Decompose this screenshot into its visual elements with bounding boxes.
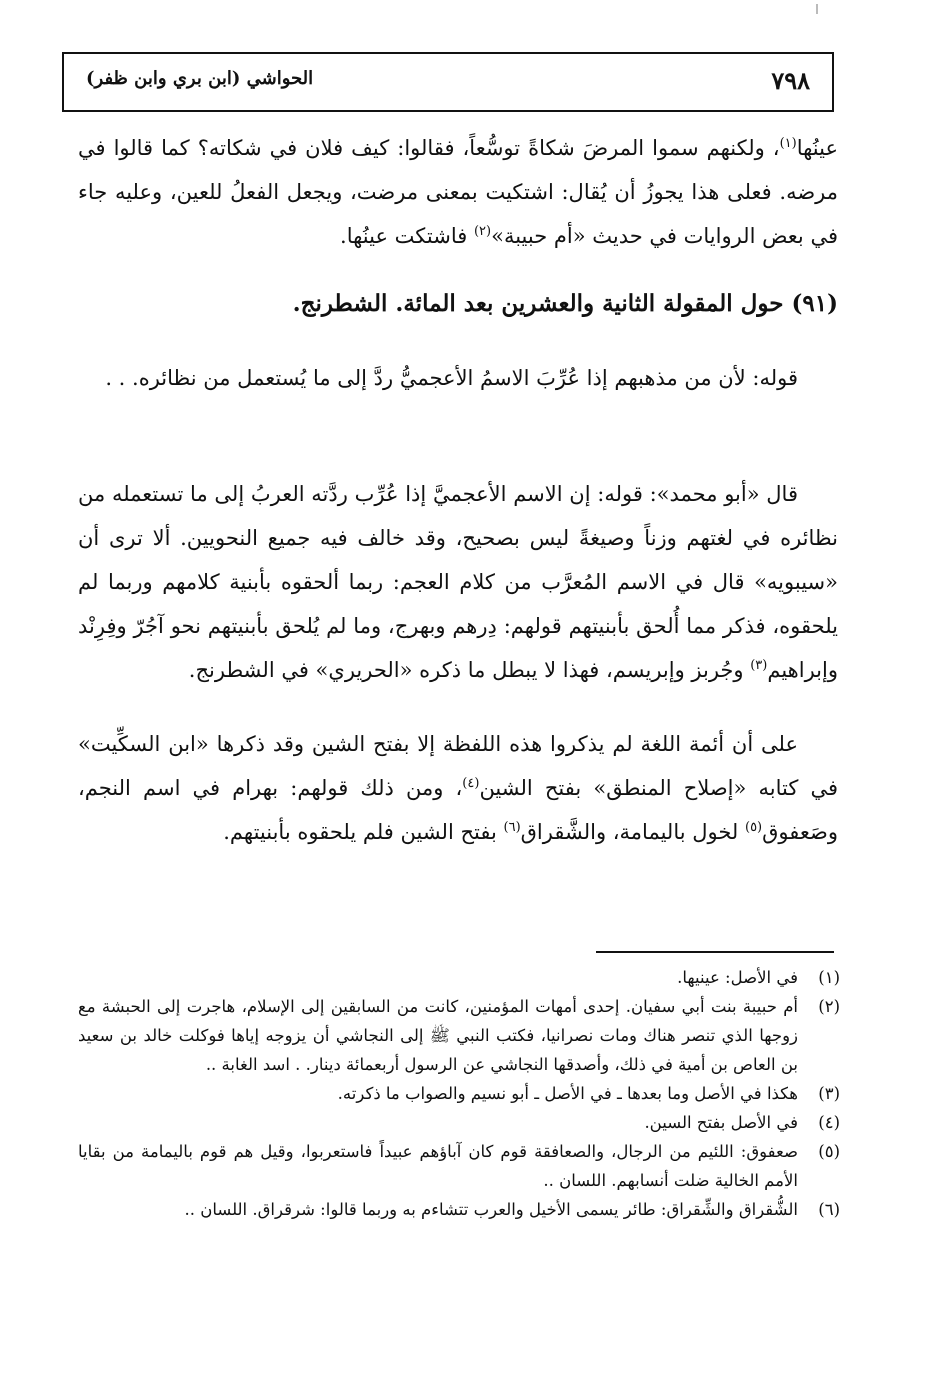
paragraph-1-text-b: ، ولكنهم سموا المرضَ شكاةً توسُّعاً، فقالوا: كيف فلان في شكاته؟ كما قالوا في مرضه. فعلى هذا يجوزُ أن يُقال: اشتكيت بمعنى مرضت، ويجعل الفعلُ للعين، وعليه جاء في بعض الروايات في حديث «أم حبيبة»	[78, 136, 838, 248]
paragraph-1-text-c: فاشتكت عينُها.	[340, 224, 474, 248]
footnote-ref-4: (٤)	[462, 776, 480, 791]
scan-mark	[816, 4, 818, 14]
paragraph-4-text-b: ، ومن ذلك قولهم: بهرام في اسم النجم، وصَعفوق	[78, 776, 838, 844]
footnote-text: في الأصل: عينيها.	[677, 968, 798, 987]
paragraph-4	[78, 722, 838, 854]
footnote-number: (٢)	[818, 997, 840, 1016]
footnote-text: في الأصل بفتح السين.	[644, 1113, 798, 1132]
footnote-number: (٣)	[818, 1084, 840, 1103]
footnote-item	[78, 1195, 840, 1224]
footnote-text: أم حبيبة بنت أبي سفيان. إحدى أمهات المؤمنين، كانت من السابقين إلى الإسلام، هاجرت إلى الحبشة مع زوجها الذي تنصر هناك ومات نصرانيا، فكتب النبي ﷺ إلى النجاشي أن يزوجه إياها فوكلت خالد بن سعيد بن العاص بن أمية في ذلك، وأصدقها النجاشي عن الرسول أربعمائة دينار. . اسد الغابة ..	[78, 997, 798, 1074]
footnote-item	[78, 1079, 840, 1108]
footnote-text: هكذا في الأصل وما بعدها ـ في الأصل ـ أبو نسيم والصواب ما ذكرته.	[337, 1084, 798, 1103]
footnotes	[78, 963, 840, 1224]
paragraph-3-text-b: وجُربز وإبريسم، فهذا لا يبطل ما ذكره «الحريري» في الشطرنج.	[188, 658, 751, 682]
footnote-ref-3: (٣)	[750, 658, 768, 673]
paragraph-4-text-c: لخول باليمامة، والشَّقراق	[520, 820, 745, 844]
footnote-text: صعفوق: اللئيم من الرجال، والصعافقة قوم كان آباؤهم عبيداً فاستعربوا، وقيل هم قوم باليمامة من بقايا الأمم الخالية ضلت أنسابهم. اللسان ..	[78, 1142, 798, 1190]
footnote-ref-6: (٦)	[503, 820, 521, 835]
footnote-ref-2: (٢)	[473, 224, 492, 239]
footnote-ref-1: (١)	[779, 136, 797, 151]
paragraph-3-text-a: قال «أبو محمد»: قوله: إن الاسم الأعجميَّ إذا عُرِّب ردَّته العربُ إلى ما تستعمله من نظائره في لغتهم وزناً وصيغةً ليس بصحيح، وقد خالف فيه جميع النحويين. ألا ترى أن «سيبويه» قال في الاسم المُعرَّب من كلام العجم: ربما ألحقوه بأبنية كلامهم وربما لم يلحقوه، فذكر مما أُلحق بأبنيتهم قولهم: دِرهم وبهرج، وما لم يُلحق بأبنيتهم نحو آجُرّ وفِرِنْد وإبراهيم	[78, 482, 838, 682]
footnote-item	[78, 1137, 840, 1195]
paragraph-4-text-d: بفتح الشين فلم يلحقوه بأبنيتهم.	[223, 820, 504, 844]
footnote-divider	[596, 951, 834, 953]
paragraph-2: قوله: لأن من مذهبهم إذا عُرِّبَ الاسمُ الأعجميُّ ردَّ إلى ما يُستعمل من نظائره. . .	[105, 366, 798, 390]
footnote-number: (٥)	[818, 1142, 840, 1161]
page-number: ٧٩٨	[771, 66, 810, 95]
footnote-text: الشُّقراق والشِّقراق: طائر يسمى الأخيل والعرب تتشاءم به وربما قالوا: شرقراق. اللسان ..	[184, 1200, 798, 1219]
paragraph-3	[78, 472, 838, 692]
footnote-number: (٤)	[818, 1113, 840, 1132]
footnote-item	[78, 992, 840, 1079]
page-header	[62, 52, 834, 112]
footnote-item	[78, 1108, 840, 1137]
paragraph-4-text-a: على أن أئمة اللغة لم يذكروا هذه اللفظة إلا بفتح الشين وقد ذكرها «ابن السكِّيت» في كتابه «إصلاح المنطق» بفتح الشين	[78, 732, 839, 800]
running-title: الحواشي (ابن بري وابن ظفر)	[86, 68, 314, 89]
footnote-number: (١)	[818, 968, 840, 987]
paragraph-1	[78, 126, 838, 258]
footnote-number: (٦)	[818, 1200, 840, 1219]
footnote-item	[78, 963, 840, 992]
section-heading: (٩١) حول المقولة الثانية والعشرين بعد المائة. الشطرنج.	[292, 290, 838, 317]
footnote-ref-5: (٥)	[744, 820, 763, 835]
paragraph-1-text-a: عينُها	[796, 136, 838, 160]
